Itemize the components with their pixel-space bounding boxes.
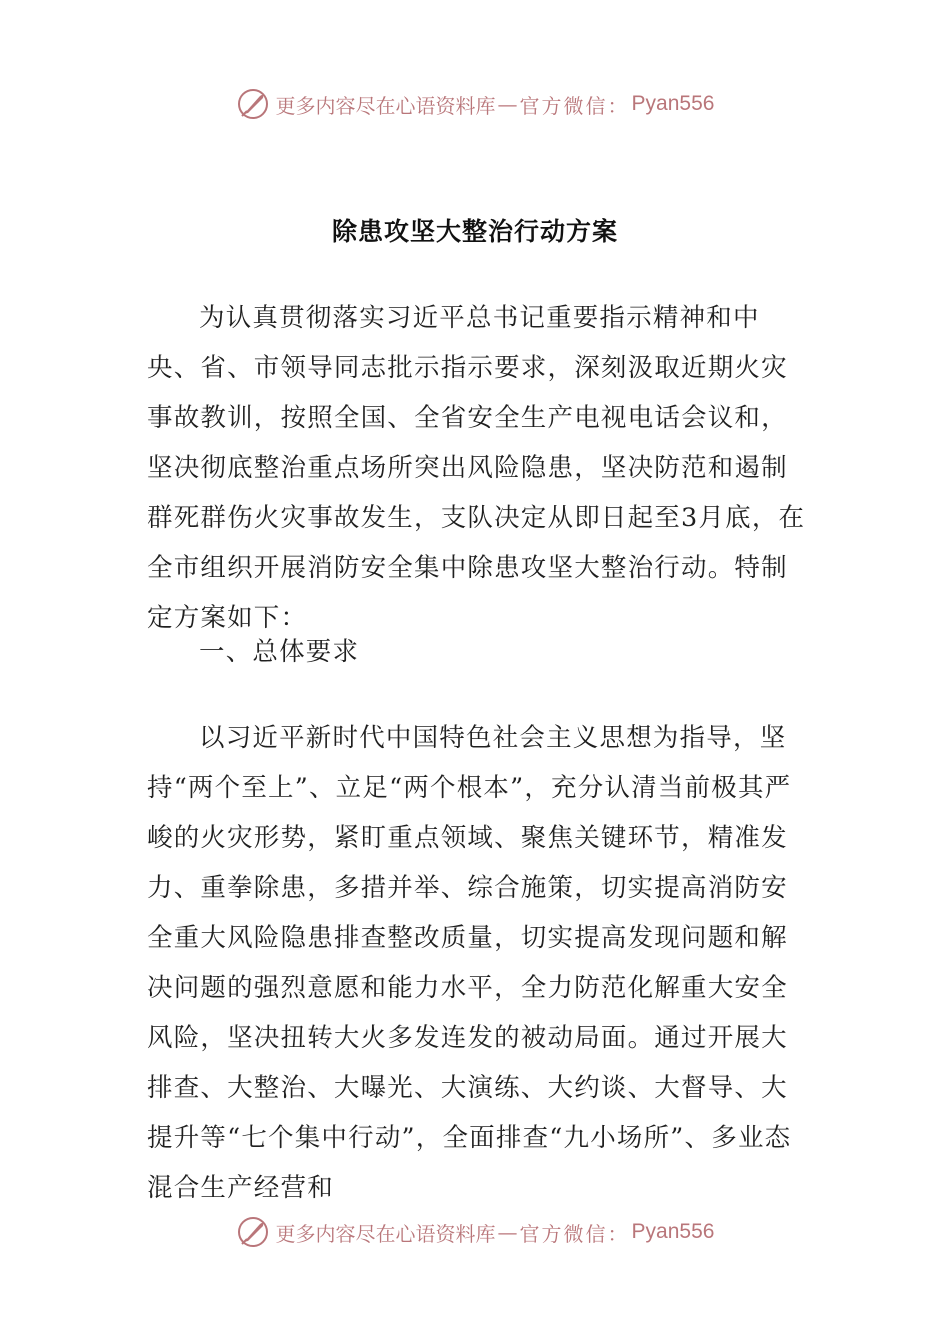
- watermark-text: 更多内容尽在心语资料库: [275, 1221, 496, 1246]
- watermark-wechat-label: 官方微信：: [519, 1221, 630, 1246]
- watermark-wechat-id: Pyan556: [631, 92, 715, 115]
- quill-pen-logo-icon: [236, 87, 270, 121]
- watermark-wechat-id: Pyan556: [631, 1220, 715, 1243]
- watermark-dash: —: [497, 1220, 518, 1244]
- section-heading: 一、总体要求: [199, 637, 360, 667]
- watermark-wechat-label: 官方微信：: [519, 93, 630, 118]
- section-body-paragraph: 以习近平新时代中国特色社会主义思想为指导，坚持“两个至上”、立足“两个根本”，充分认清当前极其严峻的火灾形势，紧盯重点领域、聚焦关键环节，精准发力、重拳除患，多措并举、综合施策，切实提高消防安全重大风险隐患排查整改质量，切实提高发现问题和解决问题的强烈意愿和能力水平，全力防范化解重大安全风险，坚决扭转大火多发连发的被动局面。通过开展大排查、大整治、大曝光、大演练、大约谈、大督导、大提升等“七个集中行动”，全面排查“九小场所”、多业态混合生产经营和: [147, 723, 792, 1203]
- quill-pen-logo-icon: [236, 1215, 270, 1249]
- watermark-text: 更多内容尽在心语资料库: [275, 93, 496, 118]
- document-title: 除患攻坚大整治行动方案: [331, 217, 618, 246]
- header-watermark: [0, 84, 950, 124]
- intro-paragraph: 为认真贯彻落实习近平总书记重要指示精神和中央、省、市领导同志批示指示要求，深刻汲取近期火灾事故教训，按照全国、全省安全生产电视电话会议和，坚决彻底整治重点场所突出风险隐患，坚决防范和遏制群死群伤火灾事故发生，支队决定从即日起至3月底，在全市组织开展消防安全集中除患攻坚大整治行动。特制定方案如下：: [147, 303, 806, 633]
- footer-watermark: [0, 1212, 950, 1252]
- watermark-dash: —: [497, 92, 518, 116]
